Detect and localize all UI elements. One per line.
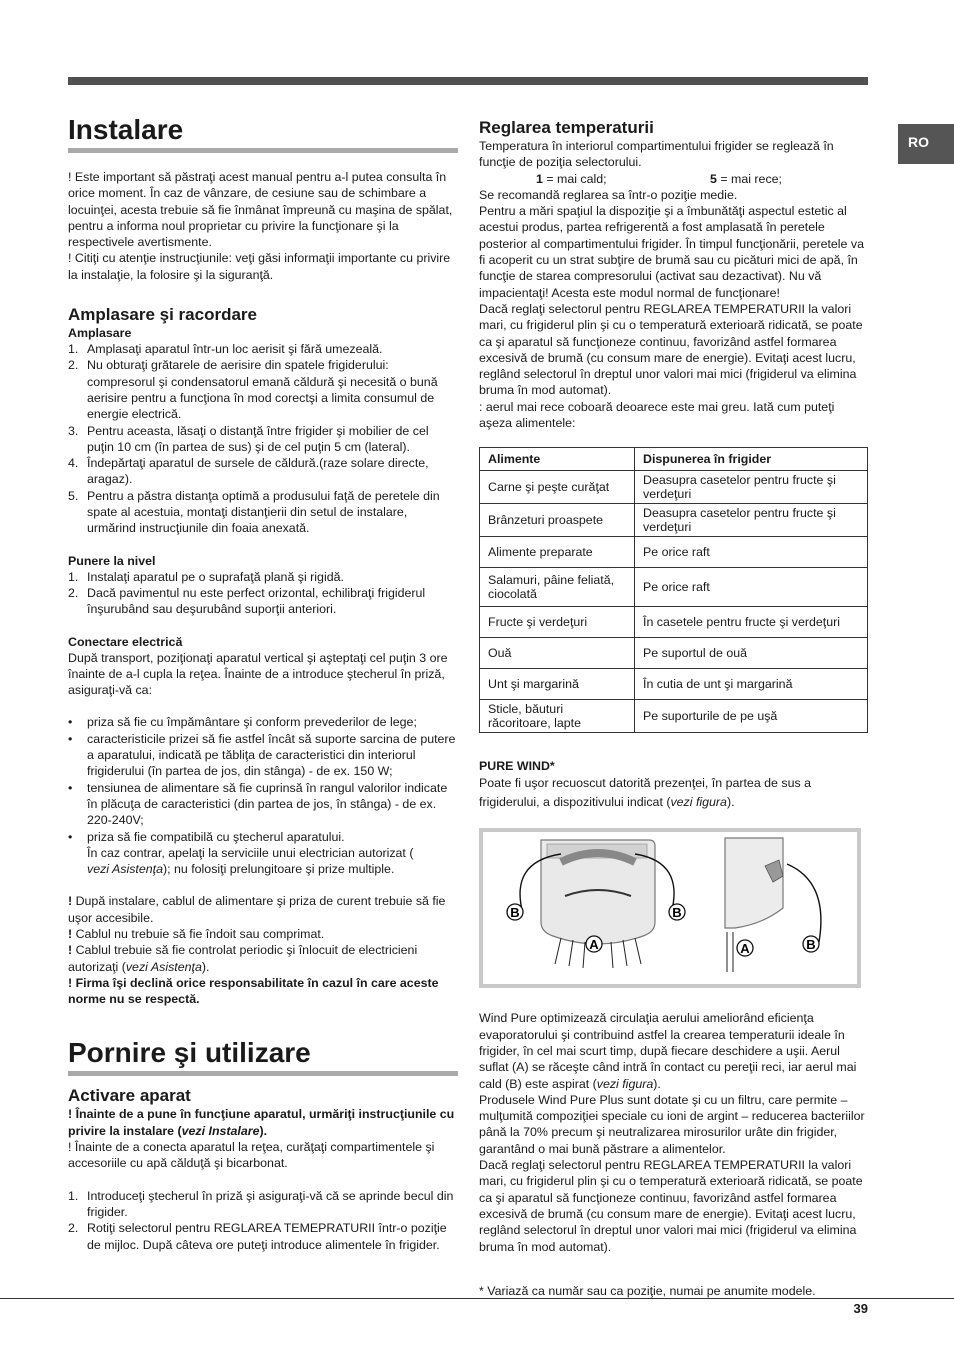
- section-reglarea-temperaturii: Reglarea temperaturii: [479, 118, 654, 137]
- table-row: [480, 669, 868, 700]
- top-rule: [68, 77, 868, 85]
- title-instalare: Instalare: [68, 112, 458, 153]
- table-row: [480, 568, 868, 607]
- list-number: 4.: [68, 456, 79, 471]
- cell-aliment: Carne şi peşte curăţat: [480, 471, 635, 504]
- scale-1-num: 1: [536, 171, 543, 186]
- cell-dispunere: Pe orice raft: [635, 537, 868, 568]
- left-column: [68, 112, 458, 1253]
- wind-pure-paragraph-3: Dacă reglaţi selectorul pentru REGLAREA TEMPERATURII la valori mari, cu frigiderul plin şi cu o temperatură exterioară ridicată, se poate ca şi aparatul să funcţioneze continuu, favorizând astfel formarea excesivă de brumă (cu consum mare de energie). Evitaţi acest lucru, reglând selectorul în dreptul unor valori mai mici (frigiderul va elimina bruma în mod automat).: [479, 1158, 863, 1254]
- cell-dispunere: Pe orice raft: [635, 568, 868, 607]
- sub-amplasare: Amplasare: [68, 326, 132, 341]
- warning-3: [68, 942, 458, 975]
- activare-list: [68, 1188, 458, 1253]
- list-item: [68, 1188, 458, 1221]
- list-item: [68, 357, 458, 422]
- list-text: Rotiţi selectorul pentru REGLAREA TEMEPRATURII într-o poziţie de mijloc. După câteva ore puteţi introduce alimentele în frigider.: [87, 1221, 447, 1252]
- cell-aliment: Unt şi margarină: [480, 669, 635, 700]
- warning-1: [68, 893, 458, 926]
- warning-3-post: ).: [201, 959, 210, 974]
- reglare-paragraph-2: Se recomandă reglarea sa într-o poziţie medie.: [479, 187, 738, 202]
- table-header: Dispunerea în frigider: [635, 448, 868, 471]
- list-number: 2.: [68, 1221, 79, 1236]
- cell-aliment: Fructe şi verdeţuri: [480, 607, 635, 638]
- reglare-paragraph-1: Temperatura în interiorul compartimentului frigider se reglează în funcţie de poziţia selectorului.: [479, 139, 834, 170]
- bullet-4b-italic: vezi Asistenţa: [87, 862, 163, 877]
- bullet-4-text: priza să fie compatibilă cu ştecherul aparatului.: [87, 829, 345, 844]
- pure-wind-figure: [479, 828, 861, 988]
- excl-mark: !: [68, 943, 73, 958]
- warning-3-italic: vezi Asistenţa: [125, 959, 202, 974]
- nivel-list: [68, 569, 458, 618]
- list-text: Nu obturaţi grătarele de aerisire din spatele frigiderului: compresorul şi condensatorul emană căldură şi necesită o bună aerisire pentru a funcţiona în mod corectşi a limita consumul de energie electrică.: [87, 358, 438, 422]
- list-number: 5.: [68, 488, 79, 503]
- list-item: [68, 829, 458, 878]
- sub-conectare-electrica: Conectare electrică: [68, 634, 183, 649]
- list-item: • tensiunea de alimentare să fie cuprinsă în rangul valorilor indicate în plăcuţa de caracteristici (din partea de jos, în stânga) - de ex. 220-240V;: [68, 780, 458, 829]
- list-number: 3.: [68, 423, 79, 438]
- label-b-left: B: [510, 905, 520, 921]
- title-pornire-utilizare: Pornire şi utilizare: [68, 1035, 458, 1076]
- excl-mark: !: [68, 894, 73, 909]
- list-text: Pentru a păstra distanţa optimă a produsului faţă de peretele din spate al acestuia, montaţi distanţierii din setul de instalare, urmărind instrucţiunile din foaia anexată.: [87, 488, 440, 536]
- reglare-paragraph-4: Dacă reglaţi selectorul pentru REGLAREA TEMPERATURII la valori mari, cu frigiderul plin şi cu o temperatură exterioară ridicată, se poate ca şi aparatul să funcţioneze continuu, favorizând astfel formarea excesivă de brumă (cu consum mare de energie). Evitaţi acest lucru, reglând selectorul în dreptul unor valori mai mici (frigiderul va elimina bruma în mod automat).: [479, 301, 863, 398]
- cell-dispunere: Pe suportul de ouă: [635, 638, 868, 669]
- page-number: 39: [853, 1301, 868, 1316]
- bullet-4b-post: ); nu folosiţi prelungitoare şi prize multiple.: [162, 862, 395, 877]
- cell-aliment: Ouă: [480, 638, 635, 669]
- cell-dispunere: În casetele pentru fructe şi verdeţuri: [635, 607, 868, 638]
- label-a-side: A: [740, 941, 750, 957]
- list-text: Introduceţi ştecherul în priză şi asiguraţi-vă că se aprinde becul din frigider.: [87, 1188, 454, 1219]
- activare-paragraph: ! Înainte de a conecta aparatul la reţea, curăţaţi compartimentele şi accesoriile cu apă călduţă şi bicarbonat.: [68, 1140, 435, 1171]
- reglare-paragraph-5: : aerul mai rece coboară deoarece este mai greu. Iată cum puteţi aşeza alimentele:: [479, 399, 835, 431]
- pure-wind-italic: vezi figura: [670, 795, 727, 810]
- list-text: Dacă pavimentul nu este perfect orizontal, echilibraţi frigiderul înşurubând sau deşurubând suporţii anteriori.: [87, 585, 426, 617]
- list-item: [68, 455, 458, 488]
- cell-aliment: Alimente preparate: [480, 537, 635, 568]
- section-activare-aparat: Activare aparat: [68, 1086, 191, 1106]
- cell-dispunere: Pe suporturile de pe uşă: [635, 700, 868, 733]
- list-number: 1.: [68, 569, 79, 584]
- label-a-left: A: [589, 937, 599, 953]
- scale-1-text: = mai cald;: [542, 171, 607, 186]
- table-row: [480, 537, 868, 568]
- footer-rule: [0, 1298, 954, 1299]
- pure-wind-post: ).: [726, 795, 735, 810]
- list-number: 1.: [68, 1188, 79, 1203]
- cell-dispunere: În cutia de unt şi margarină: [635, 669, 868, 700]
- wind-pure-paragraph-2: Produsele Wind Pure Plus sunt dotate şi cu un filtru, care permite – mulţumită compoziţiei speciale cu ioni de argint – reducerea bacteriilor până la 70% precum şi neutralizarea mirosurilor urâte din frigider, garantând o mai bună păstrare a alimentelor.: [479, 1092, 865, 1156]
- food-placement-table: [479, 447, 868, 733]
- table-row: [480, 638, 868, 669]
- table-row: [480, 700, 868, 733]
- list-item: • priza să fie cu împământare şi conform prevederilor de lege;: [68, 714, 458, 730]
- label-b-side: B: [806, 937, 816, 953]
- list-item: • caracteristicile prizei să fie astfel încât să suporte sarcina de putere a aparatului, indicată pe tăbliţa de caracteristici din interiorul frigiderului (în partea de jos, din stânga) - de ex. 150 W;: [68, 731, 458, 780]
- scale-5-num: 5: [710, 171, 717, 186]
- list-item: [68, 1220, 458, 1253]
- sub-punere-nivel: Punere la nivel: [68, 553, 156, 568]
- footnote: * Variază ca număr sau ca poziţie, numai pe anumite modele.: [479, 1283, 816, 1298]
- list-number: 2.: [68, 358, 79, 373]
- cell-dispunere: Deasupra casetelor pentru fructe şi verdeţuri: [635, 471, 868, 504]
- electrica-bullet-4: [68, 829, 458, 878]
- section-amplasare-racordare: Amplasare şi racordare: [68, 305, 257, 325]
- intro-paragraph-2: ! Citiţi cu atenţie instrucţiunile: veţi găsi informaţii importante cu privire la instalaţie, la folosire şi la siguranţă.: [68, 251, 451, 282]
- list-item: [68, 423, 458, 456]
- cell-aliment: Sticle, băuturi răcoritoare, lapte: [480, 700, 635, 733]
- list-text: Amplasaţi aparatul într-un loc aerisit şi fără umezeală.: [87, 342, 383, 357]
- warning-2: [68, 926, 458, 942]
- bullet-4b-pre: În caz contrar, apelaţi la serviciile unui electrician autorizat (: [87, 845, 414, 860]
- cell-aliment: Brânzeturi proaspete: [480, 504, 635, 537]
- airflow-diagram: [483, 832, 857, 984]
- pure-wind-pre: Poate fi uşor recuoscut datorită prezenţei, în partea de sus a frigiderului, a dispozitivului indicat (: [479, 776, 811, 810]
- wind-pure-1-text: Wind Pure optimizează circulaţia aerului ameliorând eficienţa evaporatorului şi contribuind astfel la crearea temperaturii ideale în frigider, în cel mai scurt timp, după fiecare deschidere a uşii. Aerul suflat (A) se răceşte când intră în contact cu pereţii reci, iar aerul mai cald (B) este aspirat (: [479, 1011, 857, 1091]
- warning-4: [68, 975, 458, 1008]
- excl-mark: !: [68, 926, 73, 941]
- activare-bold-pre: ! Înainte de a pune în funcţiune aparatul, urmăriţi instrucţiunile cu privire la instalare (: [68, 1107, 455, 1138]
- pure-wind-paragraph: [479, 774, 868, 812]
- activare-bold-paragraph: [68, 1106, 458, 1139]
- list-item: [68, 341, 458, 357]
- scale-5-text: = mai rece;: [716, 171, 782, 186]
- table-header: Alimente: [480, 448, 635, 471]
- cell-aliment: Salamuri, pâine feliată, ciocolată: [480, 568, 635, 607]
- wind-pure-paragraph-1: [479, 1010, 868, 1091]
- list-number: 1.: [68, 342, 79, 357]
- scale-1: [536, 171, 710, 187]
- list-number: 2.: [68, 585, 79, 600]
- wind-pure-1-post: ).: [653, 1076, 661, 1091]
- intro-paragraph-1: ! Este important să păstraţi acest manual pentru a-l putea consulta în orice moment. În caz de vânzare, de cesiune sau de schimbare a locuinţei, acesta trebuie să fie înmânat împreună cu maşina de spălat, pentru a informa noul proprietar cu privire la funcţionare şi la respectivele avertismente.: [68, 170, 453, 250]
- pure-wind-title: PURE WIND*: [479, 759, 555, 774]
- cell-dispunere: Deasupra casetelor pentru fructe şi verdeţuri: [635, 504, 868, 537]
- wind-pure-1-italic: vezi figura: [596, 1076, 654, 1091]
- list-text: Pentru aceasta, lăsaţi o distanţă între frigider şi mobilier de cel puţin 10 cm (în partea de sus) şi de cel puţin 5 cm (lateral).: [87, 423, 429, 454]
- list-item: [68, 569, 458, 585]
- right-column: [479, 118, 868, 1299]
- warning-1-text: După instalare, cablul de alimentare şi priza de curent trebuie să fie uşor accesibile.: [68, 894, 446, 925]
- activare-bold-post: ).: [259, 1123, 268, 1138]
- table-row: [480, 607, 868, 638]
- warning-3-pre: Cablul trebuie să fie controlat periodic şi înlocuit de electricieni autorizaţi (: [68, 943, 418, 974]
- list-text: Instalaţi aparatul pe o suprafaţă plană şi rigidă.: [87, 569, 344, 584]
- warning-4-text: ! Firma îşi declină orice responsabilitate în cazul în care aceste norme nu se respectă.: [68, 975, 439, 1007]
- warning-2-text: Cablul nu trebuie să fie îndoit sau comprimat.: [75, 926, 325, 941]
- table-header-row: [480, 448, 868, 471]
- label-b-right: B: [672, 905, 682, 921]
- amplasare-list: [68, 341, 458, 537]
- electrica-paragraph: După transport, poziţionaţi aparatul vertical şi aşteptaţi cel puţin 3 ore înainte de a-l cupla la reţea. Înainte de a introduce ştecherul în priză, asiguraţi-vă ca:: [68, 650, 448, 698]
- list-item: [68, 585, 458, 618]
- table-row: [480, 504, 868, 537]
- scale-5: [710, 171, 782, 187]
- list-text: Îndepărtaţi aparatul de sursele de căldură.(raze solare directe, aragaz).: [87, 456, 429, 487]
- language-tab: RO: [898, 124, 954, 164]
- list-item: [68, 488, 458, 537]
- selector-scale: [479, 171, 868, 187]
- activare-bold-italic: vezi Instalare: [181, 1123, 260, 1138]
- table-row: [480, 471, 868, 504]
- reglare-paragraph-3: Pentru a mări spaţiul la dispoziţie şi a îmbunătăţi aspectul estetic al acestui produs, partea refrigerentă a fost amplasată în peretele posterior al compartimentului frigider. În timpul funcţionării, peretele va fi acoperit cu un strat subţire de brumă sau cu picături mici de apă, în funcţie de starea compresorului (activat sau dezactivat). Nu vă impacientaţi! Acesta este modul normal de funcţionare!: [479, 204, 864, 300]
- electrica-bullets: [68, 714, 458, 828]
